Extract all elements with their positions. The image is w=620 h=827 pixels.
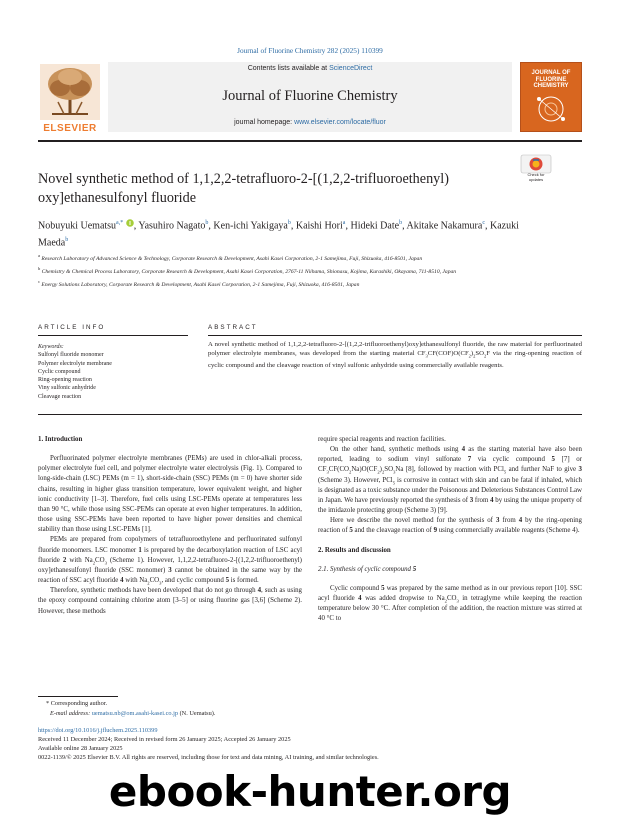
author-affiliation-marker[interactable]: a bbox=[342, 220, 346, 226]
cover-title: JOURNAL OF FLUORINE CHEMISTRY bbox=[531, 70, 571, 89]
journal-citation[interactable]: Journal of Fluorine Chemistry 282 (2025) 110399 bbox=[237, 46, 383, 55]
section-heading: 1. Introduction bbox=[38, 436, 83, 443]
check-updates-icon bbox=[520, 154, 552, 174]
journal-name: Journal of Fluorine Chemistry bbox=[222, 88, 398, 104]
author-affiliation-marker[interactable]: b bbox=[65, 237, 69, 244]
article-info-rule bbox=[38, 335, 188, 336]
homepage-link[interactable]: www.elsevier.com/locate/fluor bbox=[294, 119, 386, 126]
publication-info bbox=[38, 726, 582, 762]
masthead-rule bbox=[38, 140, 582, 142]
body-paragraph: On the other hand, synthetic methods using 4 as the starting material have also been reported, leading to sodium vinyl sulfonate 7 via cyclic compound 5 [7] or $CF_3CF(CO_2Na)O(CF_2)_2SO_3Na$ [8], followed by reaction with PCl$_5$ and further NaF to give 3 (Scheme 3). However, PCl$_5$ is corrosive in contact with skin and can be fatal if inhaled, which is designated as a toxic substance under the Poisonous and Deleterious Substances Control Law in Japan. We have previously reported the synthesis of 3 from 4 by using the unique property of the imidazole protecting group (Scheme 3) [9]. bbox=[318, 446, 583, 515]
cover-molecule-icon bbox=[531, 91, 571, 127]
author-name[interactable]: Hideki Date bbox=[350, 220, 400, 232]
author-affiliation-marker[interactable]: b bbox=[399, 220, 403, 226]
author-affiliation-marker[interactable]: b bbox=[205, 220, 209, 226]
affiliation-list bbox=[38, 252, 582, 291]
affiliation-marker: c bbox=[38, 278, 40, 284]
journal-title-box bbox=[108, 62, 512, 132]
abstract-body: A novel synthetic method of 1,1,2,2-tetrafluoro-2-[(1,2,2-trifluoroethenyl)oxy]ethanesulfonyl fluoride, the raw material for perfluorinated polymer electrolyte membranes, was developed from the starting material $CF_3CF(COF)O(CF_2)_2SO_2F$ via the ring-opening reaction of cyclic compound and the cleavage reaction of vinyl sulfonic anhydride using commercially available reagents. bbox=[208, 341, 582, 369]
subsection-heading: 2.1. Synthesis of cyclic compound 5 bbox=[318, 565, 417, 573]
author-affiliation-marker[interactable]: b bbox=[287, 220, 291, 226]
right-column bbox=[318, 435, 582, 625]
author-name[interactable]: Kazuki Maeda bbox=[38, 220, 519, 249]
elsevier-wordmark: ELSEVIER bbox=[43, 123, 97, 134]
author-name[interactable]: Ken-ichi Yakigaya bbox=[213, 220, 288, 232]
article-title: Novel synthetic method of 1,1,2,2-tetrafluoro-2-[(1,2,2-trifluoroethenyl) oxy]ethanesulfonyl fluoride bbox=[38, 171, 449, 206]
section-heading: 2. Results and discussion bbox=[318, 546, 391, 554]
affiliation-text: Chemistry & Chemical Process Laboratory, Corporate Research & Development, Asahi Kasei Corporation, 2767-11 Niihama, Shionasu, Kojima, Kurashiki, Okayama, 711-8510, Japan bbox=[41, 268, 457, 275]
body-paragraph: PEMs are prepared from copolymers of tetrafluoroethylene and perfluorinated sulfonyl fluoride monomers. LSC monomer 1 is prepared by the decarboxylation reaction of LSC acyl fluoride 2 with $Na_2CO_3$ (Scheme 1). However, 1,1,2,2-tetrafluoro-2-[(1,2,2-trifluoroethenyl) oxy]ethanesulfonyl fluoride (SSC monomer) 3 cannot be obtained in the same way by the reaction of SSC acyl fluoride 4 with $Na_2CO_3$, and cyclic compound 5 is formed. bbox=[38, 536, 302, 586]
contents-line bbox=[108, 65, 512, 72]
affiliation-item bbox=[38, 265, 582, 276]
author-name[interactable]: Yasuhiro Nagato bbox=[138, 220, 206, 232]
available-online: Available online 28 January 2025 bbox=[38, 745, 123, 753]
email-link[interactable]: uematsu.nb@om.asahi-kasei.co.jp bbox=[91, 709, 178, 717]
keyword-list bbox=[38, 343, 188, 401]
homepage-line bbox=[108, 119, 512, 126]
affiliation-text: Energy Solutions Laboratory, Corporate Research & Development, Asahi Kasei Corporation, 2-1 Samejima, Fuji, Shizuoka, 416-8501, Japan bbox=[41, 281, 360, 288]
affiliation-marker: a bbox=[38, 253, 40, 258]
body-paragraph: Here we describe the novel method for the synthesis of 3 from 4 by the ring-opening reaction of 5 and the cleavage reaction of 9 using commercially available reagents (Scheme 4). bbox=[318, 517, 582, 535]
elsevier-tree-icon bbox=[38, 62, 102, 122]
body-paragraph-continued: require special reagents and reaction facilities. bbox=[318, 436, 446, 443]
keyword-item: Viny sulfonic anhydride bbox=[38, 385, 96, 392]
author-name[interactable]: Kaishi Hori bbox=[295, 220, 343, 232]
keyword-item: Polymer electrolyte membrane bbox=[38, 360, 112, 367]
journal-cover-thumbnail[interactable] bbox=[520, 62, 582, 132]
body-paragraph: Therefore, synthetic methods have been developed that do not go through 4, such as using the epoxy compound containing chlorine atom [3–5] or using fluorine gas [3,6] (Scheme 2). However, these methods bbox=[38, 587, 302, 615]
body-paragraph: Cyclic compound 5 was prepared by the same method as in our previous report [10]. SSC acyl fluoride 4 was added dropwise to $Na_2CO_3$ in tetraglyme while keeping the reaction temperature below 30 °C. After completion of the addition, the reaction mixture was stirred at 40 °C to bbox=[318, 584, 582, 623]
affiliation-marker: b bbox=[38, 265, 41, 271]
check-updates-label: Check for updates bbox=[527, 172, 545, 182]
abstract-rule bbox=[208, 335, 582, 336]
journal-masthead bbox=[38, 62, 582, 142]
keyword-item: Sulfonyl fluoride monomer bbox=[38, 352, 104, 359]
affiliation-item bbox=[38, 252, 582, 263]
orcid-icon[interactable] bbox=[126, 219, 134, 227]
body-paragraph: Perfluorinated polymer electrolyte membranes (PEMs) are used in chlor-alkali process, polymer electrolyte fuel cell, and polymer electrolyte water electrolysis (Fig. 1). Compared to long-side-chain (LSC) PEMs (m = 1), short-side-chain (SSC) PEMs (m = 0) have shorter side chains, resulting in higher glass transition temperature, lower equivalent weight, and higher ionic conductivity [1–3]. Therefore, fuel cells using LSC-PEMs operate at temperatures less than 90 °C, while those using SSC-PEMs can operate at even higher temperatures. In addition, those using SSC-PEMs have been reported to have higher power densities and chemical stability than those using LSC-PEMs [1]. bbox=[38, 455, 302, 534]
left-column bbox=[38, 435, 302, 617]
corresponding-author-note: * Corresponding author. bbox=[46, 700, 108, 707]
affiliation-item bbox=[38, 278, 582, 289]
author-affiliation-marker[interactable]: c bbox=[482, 220, 485, 226]
watermark: ebook-hunter.org bbox=[108, 767, 512, 816]
author-name[interactable]: Akitake Nakamura bbox=[406, 220, 483, 232]
sciencedirect-link[interactable]: ScienceDirect bbox=[329, 65, 373, 72]
contents-prefix: Contents lists available at bbox=[247, 65, 328, 72]
homepage-prefix: journal homepage: bbox=[234, 119, 293, 126]
abstract-heading: ABSTRACT bbox=[208, 324, 258, 331]
affiliation-text: Research Laboratory of Advanced Science & Technology, Corporate Research & Development, Asahi Kasei Corporation, 2-1 Samejima, Fuji, Shizuoka, 416-8501, Japan bbox=[41, 255, 423, 262]
keyword-item: Cyclic compound bbox=[38, 368, 81, 375]
footnote bbox=[38, 699, 338, 719]
keywords-label: Keywords: bbox=[38, 344, 64, 350]
keyword-item: Cleavage reaction bbox=[38, 393, 82, 400]
copyright-line: 0022-1139/© 2025 Elsevier B.V. All rights are reserved, including those for text and data mining, AI training, and similar technologies. bbox=[38, 754, 379, 762]
check-for-updates-button[interactable] bbox=[520, 154, 552, 186]
section-divider bbox=[38, 414, 582, 415]
received-dates: Received 11 December 2024; Received in revised form 26 January 2025; Accepted 26 January 2025 bbox=[38, 736, 291, 744]
keyword-item: Ring-opening reaction bbox=[38, 377, 92, 384]
author-name[interactable]: Nobuyuki Uematsu bbox=[38, 220, 117, 232]
author-affiliation-marker[interactable]: a,* bbox=[116, 220, 124, 226]
doi-link[interactable]: https://doi.org/10.1016/j.jfluchem.2025.110399 bbox=[38, 727, 158, 734]
footnote-rule bbox=[38, 696, 118, 697]
article-info-heading: ARTICLE INFO bbox=[38, 324, 106, 331]
email-line: E-mail address: uematsu.nb@om.asahi-kasei.co.jp (N. Uematsu). bbox=[50, 709, 216, 717]
elsevier-logo bbox=[38, 62, 102, 132]
author-list: Nobuyuki Uematsu$^{a,*}$ , Yasuhiro Nagato$^b$, Ken-ichi Yakigaya$^b$, Kaishi Hori$^a$, Hideki Date$^b$, Akitake Nakamura$^c$, Kazuki Maeda$^b$ bbox=[38, 220, 519, 249]
